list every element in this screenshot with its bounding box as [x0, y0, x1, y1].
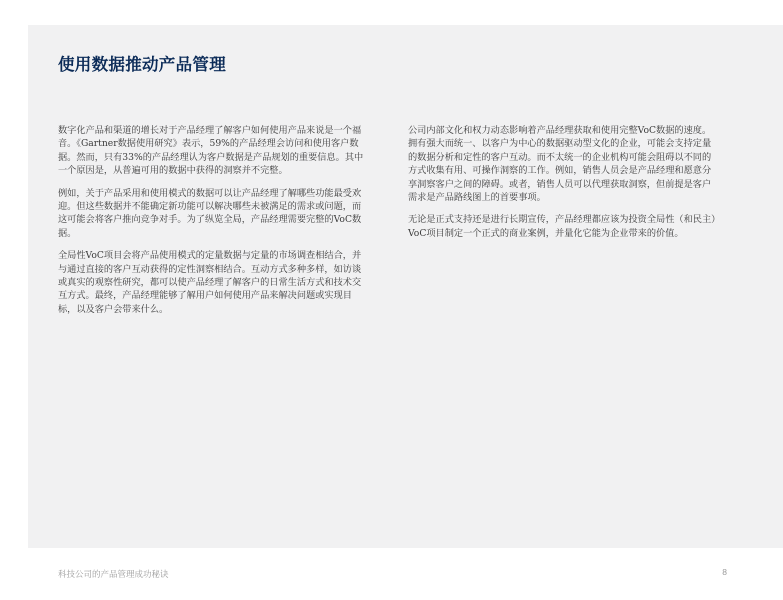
right-column	[408, 124, 720, 249]
content-panel	[28, 25, 783, 548]
page-title: 使用数据推动产品管理	[58, 55, 226, 74]
paragraph: 公司内部文化和权力动态影响着产品经理获取和使用完整VoC数据的速度。拥有强大而统一、以客户为中心的数据驱动型文化的企业，可能会支持定量的数据分析和定性的客户互动。而不太统一的企业机构可能会阻碍以不同的方式收集有用、可操作洞察的工作。例如，销售人员会是产品经理和愿意分享洞察客户之间的障碍。或者，销售人员可以代理获取洞察，但前提是客户需求是产品路线图上的首要事项。	[408, 125, 712, 204]
paragraph: 无论是正式支持还是进行长期宣传，产品经理都应该为投资全局性（和民主）VoC项目制定一个正式的商业案例，并量化它能为企业带来的价值。	[408, 214, 716, 239]
footer-text: 科技公司的产品管理成功秘诀	[58, 570, 169, 580]
page-number: 8	[722, 567, 727, 577]
left-column	[58, 124, 370, 325]
paragraph: 全局性VoC项目会将产品使用模式的定量数据与定量的市场调查相结合，并与通过直接的客户互动获得的定性洞察相结合。互动方式多种多样，如访谈或真实的观察性研究，都可以使产品经理了解客户的日常生活方式和技术交互方式。最终，产品经理能够了解用户如何使用产品来解决问题或实现目标，以及客户会带来什么。	[58, 250, 362, 315]
paragraph: 数字化产品和渠道的增长对于产品经理了解客户如何使用产品来说是一个福音。《Gartner数据使用研究》表示，59%的产品经理会访问和使用客户数据。然而，只有33%的产品经理认为客户数据是产品规划的重要信息。其中一个原因是，从普遍可用的数据中获得的洞察并不完整。	[58, 125, 364, 177]
paragraph: 例如，关于产品采用和使用模式的数据可以让产品经理了解哪些功能最受欢迎。但这些数据并不能确定新功能可以解决哪些未被满足的需求或问题，而这可能会将客户推向竞争对手。为了纵览全局，产品经理需要完整的VoC数据。	[58, 187, 362, 239]
